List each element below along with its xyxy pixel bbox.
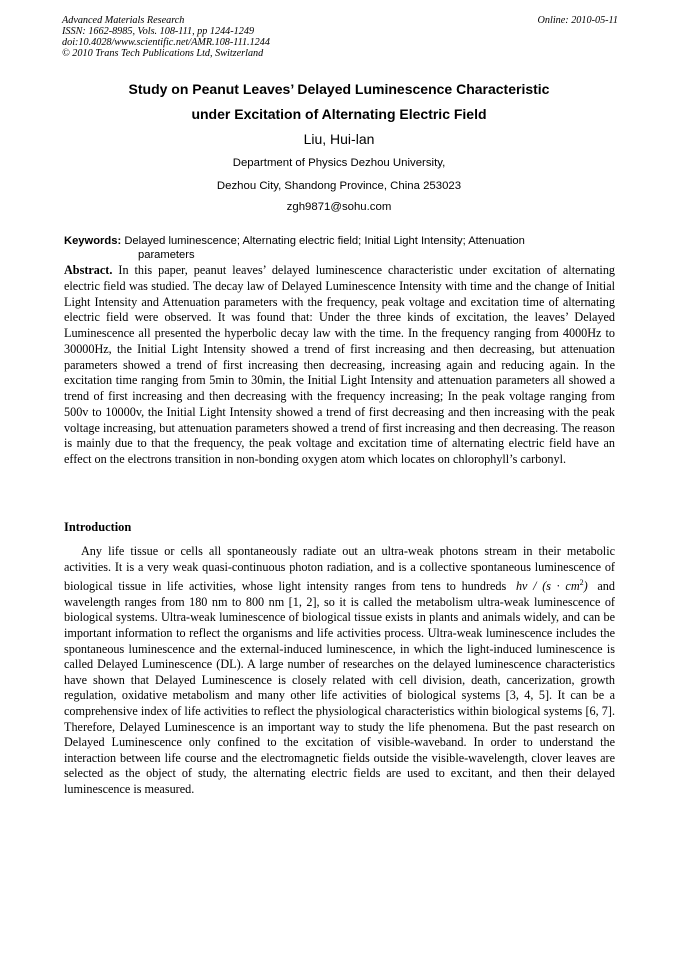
abstract-block [64,263,615,468]
introduction-paragraph [64,544,615,798]
issn-line: ISSN: 1662-8985, Vols. 108-111, pp 1244-1249 [62,26,255,37]
keywords-block [64,234,615,262]
affiliation-city: Dezhou City, Shandong Province, China 253023 [216,180,462,192]
journal-header [62,15,618,59]
abstract-text: In this paper, peanut leaves’ delayed luminescence characteristic under excitation of alternating electric field was studied. The decay law of Delayed Luminescence Intensity with time and the change of Initial Light Intensity and Attenuation parameters with the frequency, peak voltage and excitation time of alternating electric field were observed. It was found that: Under the three kinds of excitation, the leaves’ Delayed Luminescence all presented the hyperbolic decay law with the time. In the frequency ranging from 4000Hz to 30000Hz, the Initial Light Intensity showed a trend of first increasing and then decreasing, but attenuation parameters showed a trend of first increasing then decreasing, increasing again and reducing again. In the excitation time ranging from 5min to 30min, the Initial Light Intensity and attenuation parameters all showed a trend of first increasing and then decreasing with the frequency increasing; In the peak voltage ranging from 500v to 10000v, the Initial Light Intensity showed a trend of first decreasing and then increasing with the peak voltage increasing, but attenuation parameters showed a trend of first increasing and then decreasing. The reason is mainly due to that the frequency, the peak voltage and excitation time of alternating electric field have an effect on the electrons transition in non-bonding oxygen atom which locates on chlorophyll’s carbonyl. [64,263,616,466]
author-name: Liu, Hui-lan [303,131,375,147]
paper-title-line-2: under Excitation of Alternating Electric Field [191,106,487,122]
online-date: Online: 2010-05-11 [537,15,618,26]
doi-line[interactable]: doi:10.4028/www.scientific.net/AMR.108-111.1244 [62,37,270,48]
author-email[interactable]: zgh9871@sohu.com [286,201,392,213]
abstract-label: Abstract. [64,263,113,277]
journal-name: Advanced Materials Research [62,15,185,26]
keywords-continuation: parameters [138,249,195,261]
keywords-text: Delayed luminescence; Alternating electric field; Initial Light Intensity; Attenuation [124,235,525,247]
intro-text-part-2: and wavelength ranges from 180 nm to 800 nm [1, 2], so it is called the metabolism ultra-weak luminescence of biological systems. Ultra-weak luminescence of biological tissue exists in plants and animals widely, and can be important information to reflect the organisms and life activities process. Ultra-weak luminescence includes the spontaneous luminescence and the external-induced luminescence, in which the light-induced luminescence is called Delayed Luminescence (DL). A large number of researches on the delayed luminescence characteristics have shown that Delayed Luminescence is closely related with cell division, death, cancerization, growth regulation, oxidative metabolism and many other life activities of biological systems [3, 4, 5]. It can be a comprehensive index of life activities to reflect the physiological characteristics within biological systems [6, 7]. Therefore, Delayed Luminescence is an important way to study the life phenomena. But the past research on Delayed Luminescence only confined to the excitation of visible-waveband. In order to understand the interaction between life course and the electromagnetic fields outside the visible-wavelength, clover leaves are selected as the object of study, the alternating electric fields are used to excitant, and then their delayed luminescence is measured. [64,579,615,796]
unit-formula: $h\nu / (s \cdot cm^2)$ [515,578,588,594]
section-heading-introduction: Introduction [64,520,132,534]
paper-title-line-1: Study on Peanut Leaves’ Delayed Luminescence Characteristic [128,81,550,97]
intro-text-part-1: Any life tissue or cells all spontaneously radiate out an ultra-weak photons stream in their metabolic activities. It is a very weak quasi-continuous photon radiation, and is a collective spontaneous luminescence of biological tissue in life activities, whose light intensity ranges from tens to hundreds [64,544,615,594]
keywords-label: Keywords: [64,235,122,247]
affiliation-department: Department of Physics Dezhou University, [232,157,446,169]
copyright-line: © 2010 Trans Tech Publications Ltd, Switzerland [62,48,264,59]
